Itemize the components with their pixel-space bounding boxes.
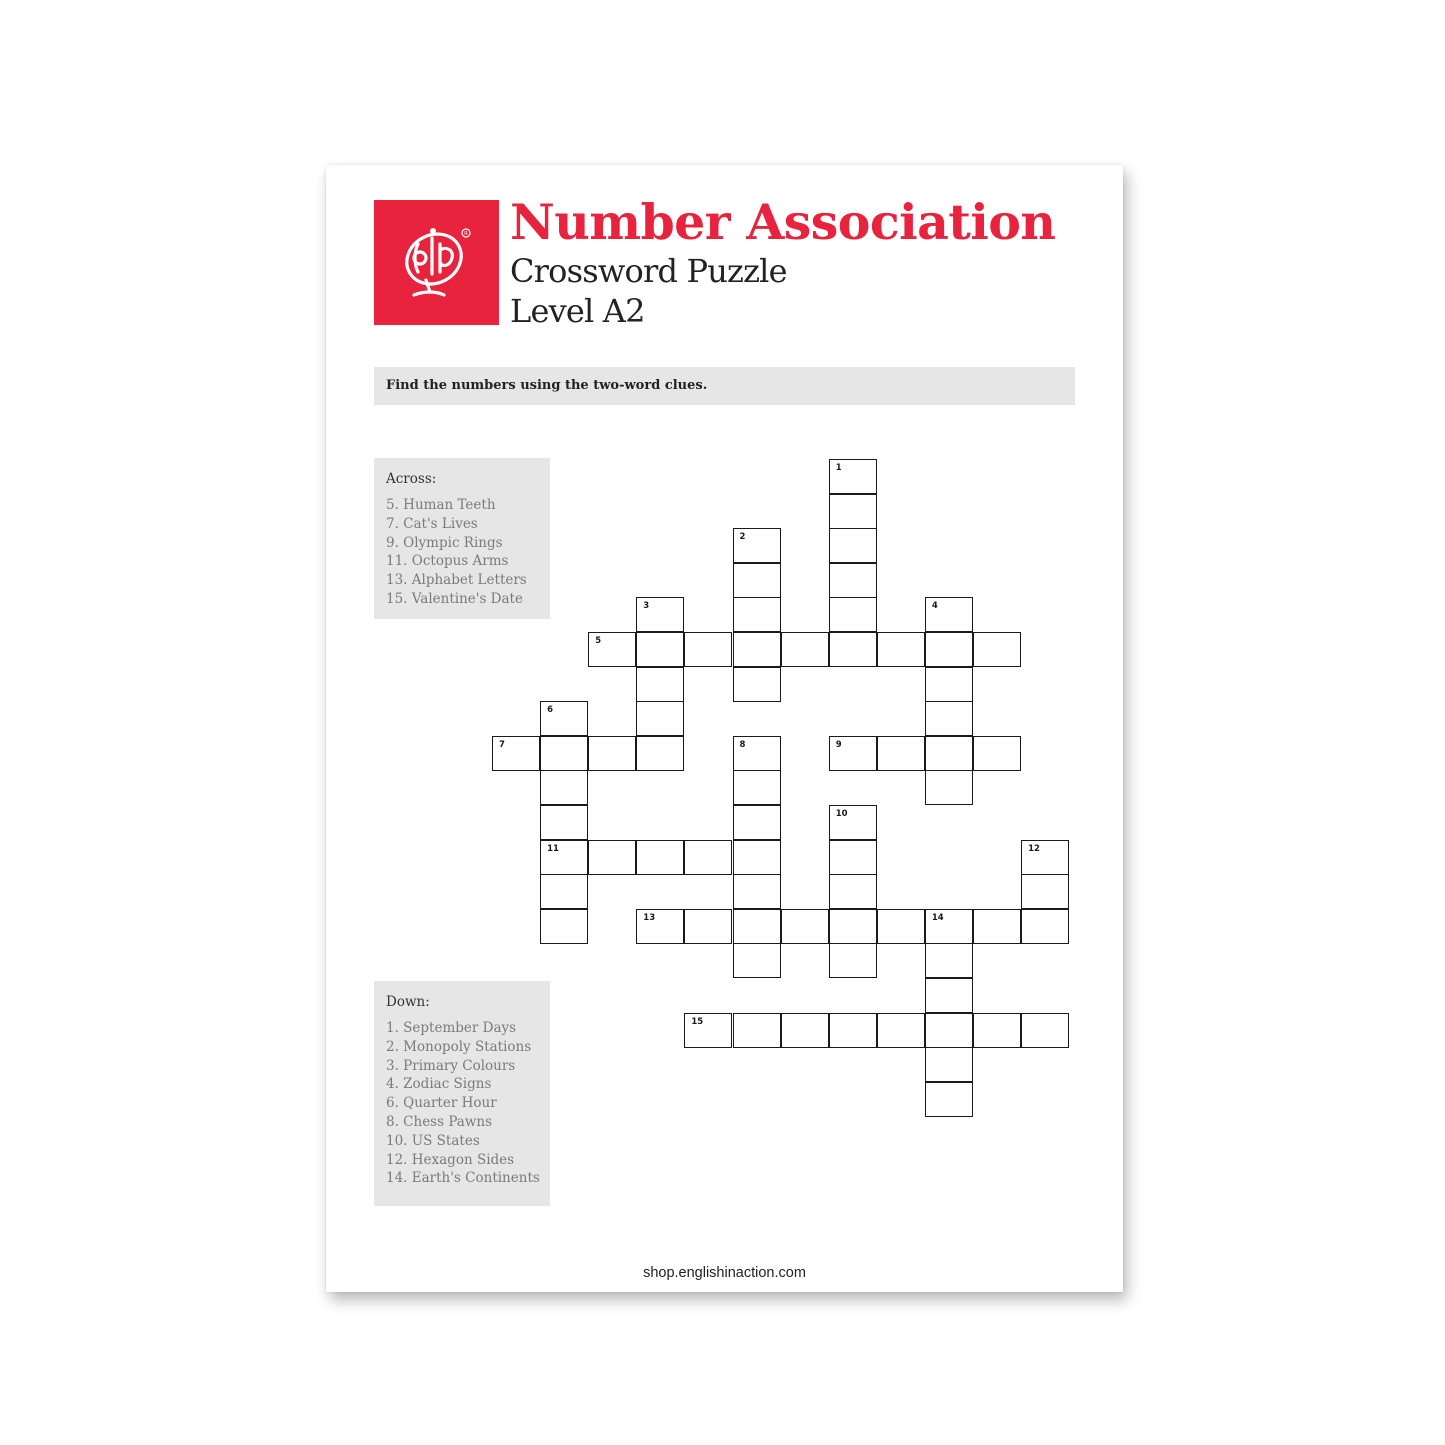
clue-item: 13. Alphabet Letters xyxy=(386,572,527,589)
crossword-cell[interactable] xyxy=(925,978,973,1013)
crossword-cell[interactable] xyxy=(973,632,1021,667)
crossword-cell[interactable] xyxy=(1021,840,1069,875)
clue-item: 12. Hexagon Sides xyxy=(386,1151,515,1168)
page-subtitle: Crossword Puzzle xyxy=(510,252,787,290)
crossword-cell[interactable] xyxy=(733,840,781,875)
crossword-cell[interactable] xyxy=(829,909,877,944)
crossword-cell[interactable] xyxy=(636,667,684,702)
crossword-cell[interactable] xyxy=(925,1013,973,1048)
crossword-cell[interactable] xyxy=(636,632,684,667)
crossword-cell[interactable] xyxy=(829,632,877,667)
crossword-cell[interactable] xyxy=(733,667,781,702)
crossword-cell[interactable] xyxy=(877,736,925,771)
crossword-cell[interactable] xyxy=(925,701,973,736)
cell-number: 12 xyxy=(1028,843,1040,854)
crossword-cell[interactable] xyxy=(829,597,877,632)
crossword-cell[interactable] xyxy=(733,528,781,563)
crossword-cell[interactable] xyxy=(925,667,973,702)
cell-number: 7 xyxy=(499,739,505,750)
crossword-cell[interactable] xyxy=(973,736,1021,771)
clue-item: 2. Monopoly Stations xyxy=(386,1038,532,1055)
worksheet-page xyxy=(326,165,1123,1292)
crossword-cell[interactable] xyxy=(925,1082,973,1117)
clue-item: 6. Quarter Hour xyxy=(386,1095,497,1112)
crossword-cell[interactable] xyxy=(829,563,877,598)
crossword-cell[interactable] xyxy=(733,909,781,944)
crossword-cell[interactable] xyxy=(829,494,877,529)
crossword-cell[interactable] xyxy=(588,840,636,875)
crossword-cell[interactable] xyxy=(829,528,877,563)
crossword-cell[interactable] xyxy=(781,632,829,667)
crossword-grid xyxy=(326,165,1123,1292)
crossword-cell[interactable] xyxy=(829,1013,877,1048)
crossword-cell[interactable] xyxy=(925,770,973,805)
crossword-cell[interactable] xyxy=(925,909,973,944)
cell-number: 2 xyxy=(739,532,746,543)
cell-number: 3 xyxy=(643,601,650,612)
crossword-cell[interactable] xyxy=(925,597,973,632)
clue-item: 14. Earth's Continents xyxy=(386,1170,540,1187)
crossword-cell[interactable] xyxy=(925,736,973,771)
crossword-cell[interactable] xyxy=(877,1013,925,1048)
clue-item: 3. Primary Colours xyxy=(386,1057,516,1074)
crossword-cell[interactable] xyxy=(588,736,636,771)
clue-item: 11. Octopus Arms xyxy=(386,553,509,570)
cell-number: 11 xyxy=(547,843,559,854)
crossword-cell[interactable] xyxy=(781,909,829,944)
crossword-cell[interactable] xyxy=(877,909,925,944)
crossword-cell[interactable] xyxy=(733,563,781,598)
crossword-cell[interactable] xyxy=(973,909,1021,944)
clue-item: 7. Cat's Lives xyxy=(386,515,478,532)
clue-item: 15. Valentine's Date xyxy=(386,590,523,607)
crossword-cell[interactable] xyxy=(733,770,781,805)
crossword-cell[interactable] xyxy=(829,736,877,771)
crossword-cell[interactable] xyxy=(877,632,925,667)
cell-number: 1 xyxy=(835,463,842,473)
crossword-cell[interactable] xyxy=(636,701,684,736)
cell-number: 15 xyxy=(691,1016,704,1027)
crossword-cell[interactable] xyxy=(733,597,781,632)
crossword-cell[interactable] xyxy=(733,736,781,771)
cell-number: 8 xyxy=(739,739,746,750)
crossword-cell[interactable] xyxy=(829,805,877,840)
clue-item: 5. Human Teeth xyxy=(386,497,496,513)
crossword-cell[interactable] xyxy=(540,874,588,909)
crossword-cell[interactable] xyxy=(733,632,781,667)
crossword-cell[interactable] xyxy=(733,943,781,978)
crossword-cell[interactable] xyxy=(925,943,973,978)
crossword-cell[interactable] xyxy=(540,770,588,805)
crossword-cell[interactable] xyxy=(492,736,540,771)
crossword-cell[interactable] xyxy=(1021,1013,1069,1048)
down-heading: Down: xyxy=(386,994,430,1010)
cell-number: 13 xyxy=(643,912,656,923)
crossword-cell[interactable] xyxy=(636,840,684,875)
clue-item: 8. Chess Pawns xyxy=(386,1113,493,1130)
crossword-cell[interactable] xyxy=(829,874,877,909)
crossword-cell[interactable] xyxy=(684,632,732,667)
crossword-cell[interactable] xyxy=(973,1013,1021,1048)
crossword-cell[interactable] xyxy=(684,1013,732,1048)
crossword-cell[interactable] xyxy=(733,805,781,840)
crossword-cell[interactable] xyxy=(733,874,781,909)
crossword-cell[interactable] xyxy=(733,1013,781,1048)
cell-number: 14 xyxy=(931,912,944,923)
footer-url: shop.englishinaction.com xyxy=(643,1265,806,1281)
crossword-cell[interactable] xyxy=(1021,909,1069,944)
instruction-bar: Find the numbers using the two-word clues. xyxy=(374,367,1075,405)
crossword-cell[interactable] xyxy=(829,459,877,494)
across-heading: Across: xyxy=(386,471,437,487)
crossword-cell[interactable] xyxy=(540,909,588,944)
crossword-cell[interactable] xyxy=(540,736,588,771)
clue-item: 1. September Days xyxy=(386,1020,517,1036)
clue-item: 10. US States xyxy=(386,1132,480,1149)
crossword-cell[interactable] xyxy=(925,632,973,667)
crossword-cell[interactable] xyxy=(636,597,684,632)
cell-number: 9 xyxy=(835,739,842,750)
crossword-cell[interactable] xyxy=(540,701,588,736)
level-label: Level A2 xyxy=(510,292,645,330)
crossword-cell[interactable] xyxy=(1021,874,1069,909)
clue-item: 9. Olympic Rings xyxy=(386,534,503,551)
crossword-cell[interactable] xyxy=(588,632,636,667)
crossword-cell[interactable] xyxy=(684,840,732,875)
crossword-cell[interactable] xyxy=(829,840,877,875)
crossword-cell[interactable] xyxy=(540,840,588,875)
crossword-cell[interactable] xyxy=(636,736,684,771)
cell-number: 10 xyxy=(835,809,848,819)
svg-text:R: R xyxy=(464,231,468,237)
crossword-cell[interactable] xyxy=(540,805,588,840)
crossword-cell[interactable] xyxy=(684,909,732,944)
cell-number: 6 xyxy=(547,705,554,716)
crossword-cell[interactable] xyxy=(636,909,684,944)
crossword-cell[interactable] xyxy=(781,1013,829,1048)
cell-number: 5 xyxy=(595,636,602,646)
cell-number: 4 xyxy=(931,601,938,612)
page-title: Number Association xyxy=(510,193,1056,251)
crossword-cell[interactable] xyxy=(829,943,877,978)
clue-item: 4. Zodiac Signs xyxy=(386,1076,492,1093)
crossword-cell[interactable] xyxy=(925,1047,973,1082)
